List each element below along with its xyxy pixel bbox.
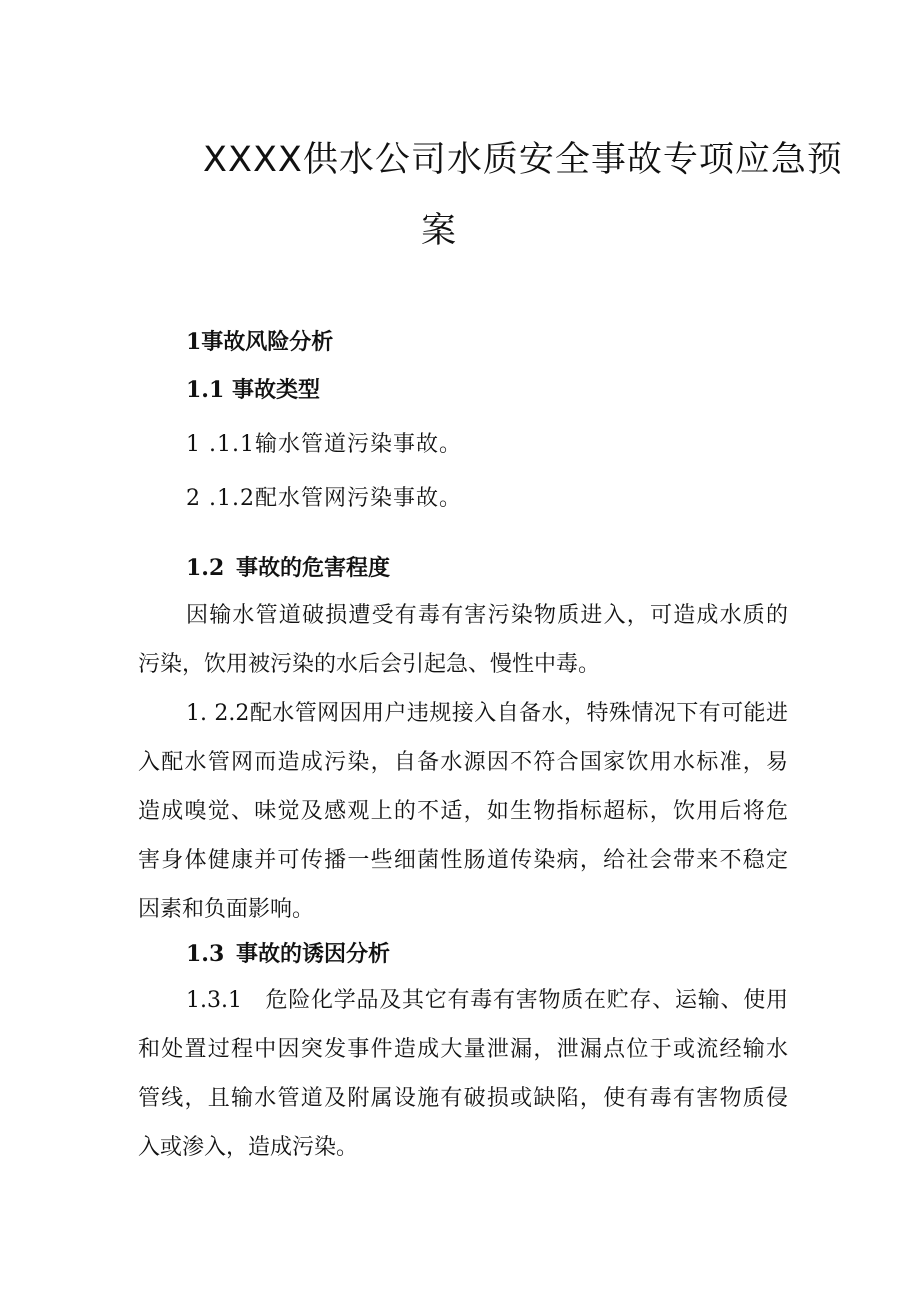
section-1-3-heading xyxy=(186,943,390,965)
paragraph-line: 因素和负面影响。 xyxy=(138,897,315,922)
paragraph-cause-1 xyxy=(138,976,788,1172)
list-item: 2 .1.2配水管网污染事故。 xyxy=(186,486,462,511)
section-number: 1.2 xyxy=(186,555,225,581)
section-title: 事故类型 xyxy=(232,377,321,403)
paragraph-line: 1. 2.2配水管网因用户违规接入自备水，特殊情况下有可能进 xyxy=(186,701,788,726)
paragraph-line: 管线，且输水管道及附属设施有破损或缺陷，使有毒有害物质侵 xyxy=(138,1086,788,1111)
section-number: 1.1 xyxy=(186,377,225,403)
paragraph-line: 和处置过程中因突发事件造成大量泄漏，泄漏点位于或流经输水 xyxy=(138,1037,788,1062)
paragraph-line: 污染，饮用被污染的水后会引起急、慢性中毒。 xyxy=(138,652,601,677)
section-title: 事故的诱因分析 xyxy=(236,941,391,967)
paragraph-harm-1 xyxy=(138,591,788,689)
section-1-1-heading xyxy=(186,379,320,401)
paragraph-line: 因输水管道破损遭受有毒有害污染物质进入，可造成水质的 xyxy=(186,603,788,628)
list-item: 1 .1.1输水管道污染事故。 xyxy=(186,432,462,457)
paragraph-line: 1.3.1 危险化学品及其它有毒有害物质在贮存、运输、使用 xyxy=(186,988,788,1013)
paragraph-harm-2 xyxy=(138,689,788,934)
document-title-line-2: 案 xyxy=(421,211,458,251)
section-1-2-heading xyxy=(186,557,390,579)
section-number: 1.3 xyxy=(186,941,225,967)
paragraph-line: 入或渗入，造成污染。 xyxy=(138,1135,359,1160)
document-title-line-1: XXXX供水公司水质安全事故专项应急预 xyxy=(203,140,843,180)
paragraph-line: 害身体健康并可传播一些细菌性肠道传染病，给社会带来不稳定 xyxy=(138,848,788,873)
section-1-heading: 1事故风险分析 xyxy=(186,329,334,355)
paragraph-line: 造成嗅觉、味觉及感观上的不适，如生物指标超标，饮用后将危 xyxy=(138,799,788,824)
section-title: 事故的危害程度 xyxy=(236,555,391,581)
paragraph-line: 入配水管网而造成污染，自备水源因不符合国家饮用水标准，易 xyxy=(138,750,788,775)
